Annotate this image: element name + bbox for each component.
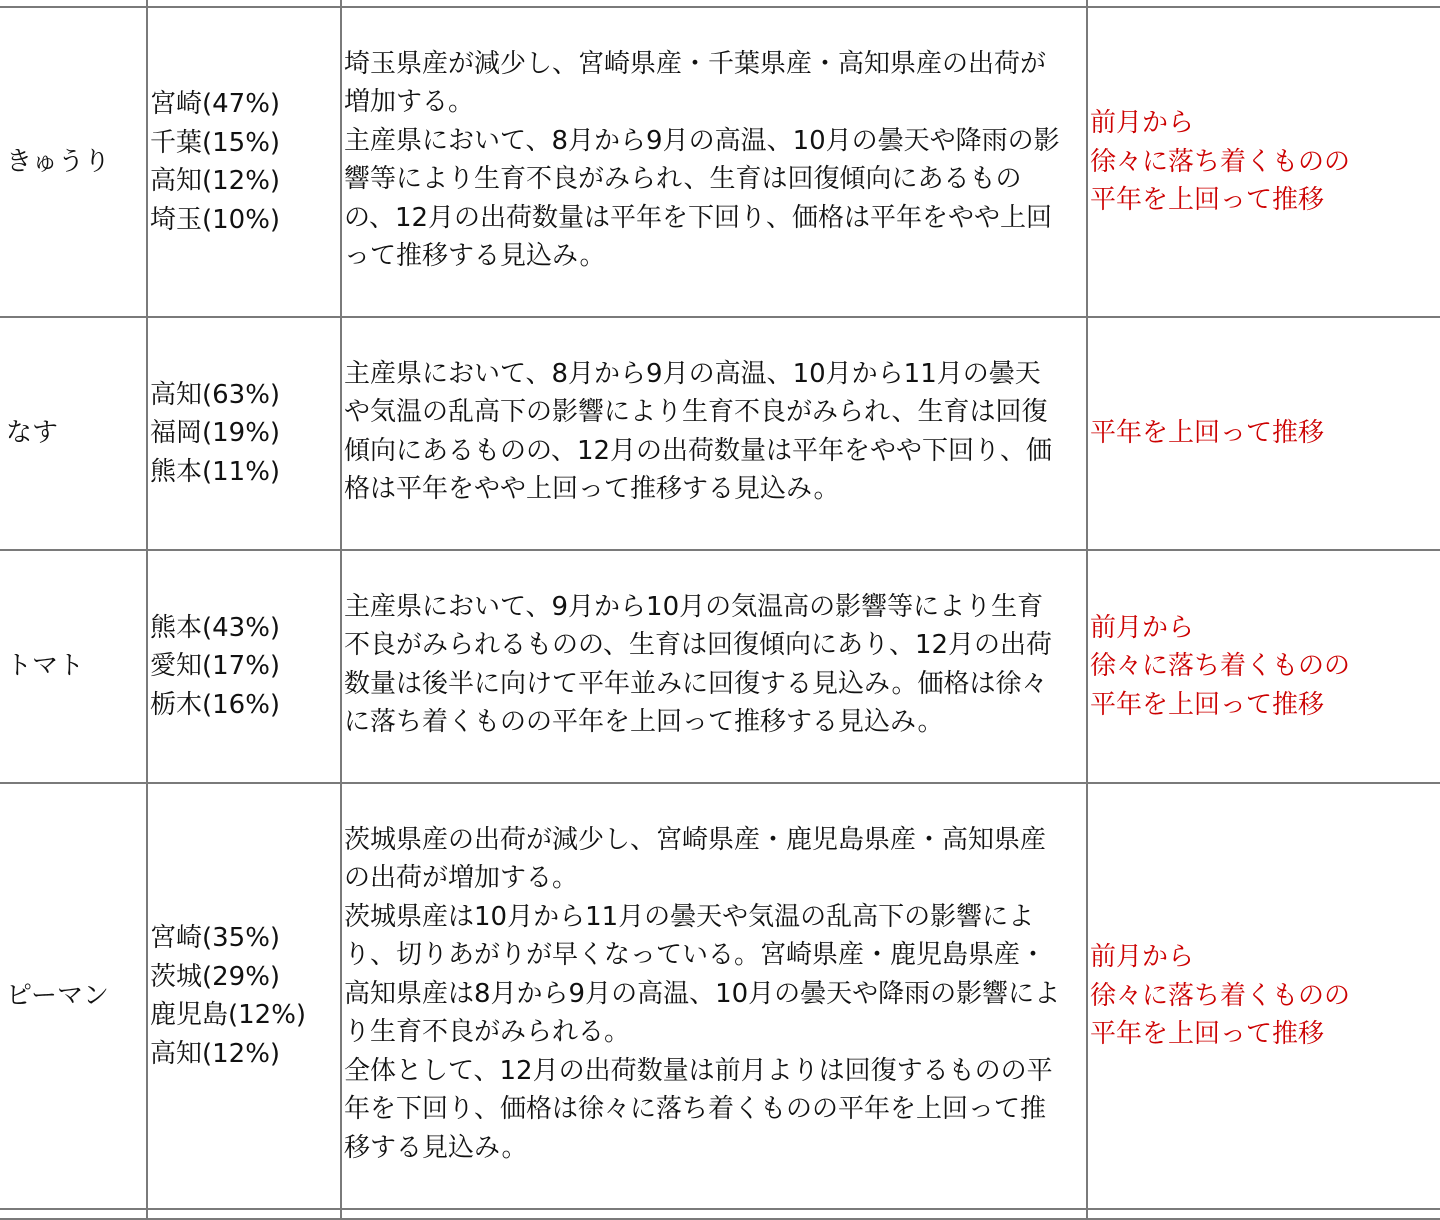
origin-entry: 鹿児島(12%): [150, 1000, 307, 1030]
outlook-line: 格は平年をやや上回って推移する見込み。: [344, 474, 840, 504]
origin-entry: 栃木(16%): [150, 689, 281, 720]
origin-share-cell: [147, 783, 341, 1209]
outlook-line: 主産県において、8月から9月の高温、10月から11月の曇天: [344, 358, 1041, 389]
outlook-line: 茨城県産は10月から11月の曇天や気温の乱高下の影響によ: [344, 901, 1035, 932]
outlook-line: や気温の乱高下の影響により生育不良がみられ、生育は回復: [344, 397, 1048, 427]
outlook-line: の、12月の出荷数量は平年を下回り、価格は平年をやや上回: [344, 202, 1053, 233]
supply-outlook-cell: [341, 317, 1087, 550]
outlook-line: 全体として、12月の出荷数量は前月よりは回復するものの平: [344, 1055, 1053, 1086]
item-name-cell: [0, 783, 147, 1209]
origin-entry: 熊本(43%): [150, 612, 281, 643]
outlook-line: 不良がみられるものの、生育は回復傾向にあり、12月の出荷: [344, 630, 1053, 660]
price-outlook-line: 平年を上回って推移: [1090, 418, 1325, 449]
table-row: [0, 783, 1440, 1209]
price-outlook-line: 前月から: [1090, 612, 1195, 643]
price-outlook-line: 徐々に落ち着くものの: [1090, 146, 1351, 177]
origin-entry: 宮崎(35%): [150, 923, 281, 953]
outlook-line: って推移する見込み。: [344, 241, 606, 271]
price-outlook-line: 徐々に落ち着くものの: [1090, 651, 1351, 682]
origin-entry: 愛知(17%): [150, 651, 281, 682]
supply-outlook-cell: [341, 1209, 1087, 1219]
supply-outlook-cell: [341, 550, 1087, 783]
price-outlook-line: 平年を上回って推移: [1090, 185, 1325, 216]
outlook-line: の出荷が増加する。: [344, 863, 579, 894]
outlook-line: 主産県において、8月から9月の高温、10月の曇天や降雨の影: [344, 125, 1060, 156]
origin-share-cell: [147, 7, 341, 317]
outlook-line: 傾向にあるものの、12月の出荷数量は平年をやや下回り、価: [344, 435, 1053, 466]
price-outlook-line: 平年を上回って推移: [1090, 1019, 1325, 1050]
origin-entry: 高知(12%): [150, 1038, 281, 1069]
outlook-line: に落ち着くものの平年を上回って推移する見込み。: [344, 707, 944, 737]
item-name-cell: [0, 317, 147, 550]
origin-entry: 高知(63%): [150, 379, 281, 410]
price-outlook-cell: [1087, 550, 1440, 783]
item-name-cell: [0, 550, 147, 783]
table-row: [0, 317, 1440, 550]
table-row-partial: [0, 1209, 1440, 1219]
table-row: [0, 7, 1440, 317]
outlook-line: 移する見込み。: [344, 1132, 528, 1163]
origin-entry: 熊本(11%): [150, 456, 281, 487]
outlook-line: 茨城県産の出荷が減少し、宮崎県産・鹿児島県産・高知県産: [344, 824, 1047, 855]
outlook-line: 年を下回り、価格は徐々に落ち着くものの平年を上回って推: [344, 1094, 1047, 1125]
outlook-line: 高知県産は8月から9月の高温、10月の曇天や降雨の影響によ: [344, 978, 1061, 1009]
table-row: [0, 550, 1440, 783]
price-outlook-line: 前月から: [1090, 942, 1195, 973]
price-outlook-line: 前月から: [1090, 108, 1195, 139]
origin-entry: 茨城(29%): [150, 961, 281, 992]
item-name: なす: [6, 418, 59, 449]
origin-share-cell: [147, 1209, 341, 1219]
origin-share-cell: [147, 550, 341, 783]
outlook-line: 主産県において、9月から10月の気温高の影響等により生育: [344, 591, 1044, 622]
item-name-cell: [0, 7, 147, 317]
origin-entry: 福岡(19%): [150, 418, 281, 449]
price-outlook-line: 平年を上回って推移: [1090, 689, 1325, 720]
origin-entry: 高知(12%): [150, 166, 281, 196]
outlook-line: り生育不良がみられる。: [344, 1017, 631, 1048]
outlook-line: り、切りあがりが早くなっている。宮崎県産・鹿児島県産・: [344, 940, 1047, 971]
outlook-line: 響等により生育不良がみられ、生育は回復傾向にあるもの: [344, 164, 1022, 194]
item-name: ピーマン: [6, 980, 109, 1011]
price-outlook-line: 徐々に落ち着くものの: [1090, 980, 1351, 1011]
item-name-cell: [0, 1209, 147, 1219]
supply-outlook-cell: [341, 783, 1087, 1209]
origin-entry: 宮崎(47%): [150, 89, 281, 119]
vegetable-outlook-table: [0, 6, 1440, 1220]
item-name: きゅうり: [6, 146, 111, 177]
outlook-line: 増加する。: [344, 87, 475, 117]
item-name: トマト: [6, 651, 85, 682]
origin-entry: 千葉(15%): [150, 127, 281, 158]
origin-share-cell: [147, 317, 341, 550]
outlook-line: 埼玉県産が減少し、宮崎県産・千葉県産・高知県産の出荷が: [344, 48, 1047, 79]
origin-entry: 埼玉(10%): [150, 204, 281, 235]
price-outlook-cell: [1087, 317, 1440, 550]
price-outlook-cell: [1087, 1209, 1440, 1219]
supply-outlook-cell: [341, 7, 1087, 317]
price-outlook-cell: [1087, 783, 1440, 1209]
outlook-line: 数量は後半に向けて平年並みに回復する見込み。価格は徐々: [344, 668, 1048, 699]
price-outlook-cell: [1087, 7, 1440, 317]
